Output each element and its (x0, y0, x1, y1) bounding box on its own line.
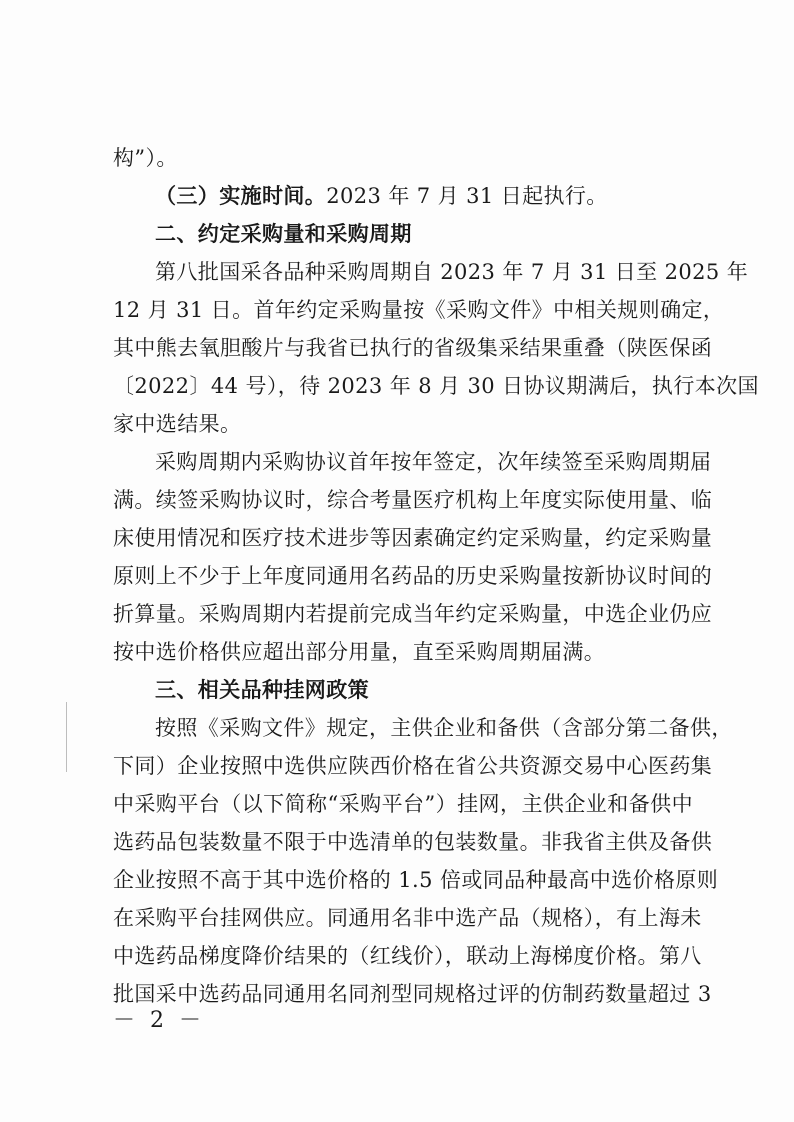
subsection-text: 2023 年 7 月 31 日起执行。 (326, 184, 608, 208)
page-number: － 2 － (113, 1008, 205, 1033)
text-line: 中选药品梯度降价结果的（红线价），联动上海梯度价格。第八 (113, 944, 702, 968)
text-line: 12 月 31 日。首年约定采购量按《采购文件》中相关规则确定， (113, 298, 725, 322)
text-line: 按照《采购文件》规定，主供企业和备供（含部分第二备供， (155, 716, 733, 740)
text-line: 折算量。采购周期内若提前完成当年约定采购量，中选企业仍应 (113, 602, 713, 626)
text-line: 在采购平台挂网供应。同通用名非中选产品（规格），有上海未 (113, 906, 702, 930)
text-line: 选药品包装数量不限于中选清单的包装数量。非我省主供及备供 (113, 830, 713, 854)
text-line: 〔2022〕44 号），待 2023 年 8 月 30 日协议期满后，执行本次国 (113, 374, 759, 398)
subsection-title: （三）实施时间。 (155, 184, 327, 208)
section-heading: 二、约定采购量和采购周期 (155, 222, 412, 246)
text-line: 原则上不少于上年度同通用名药品的历史采购量按新协议时间的 (113, 564, 713, 588)
text-line: 按中选价格供应超出部分用量，直至采购周期届满。 (113, 640, 606, 664)
text-line: 其中熊去氧胆酸片与我省已执行的省级集采结果重叠（陕医保函 (113, 336, 713, 360)
text-line: 第八批国采各品种采购周期自 2023 年 7 月 31 日至 2025 年 (155, 260, 749, 284)
text-line: 批国采中选药品同通用名同剂型同规格过评的仿制药数量超过 3 (113, 982, 712, 1006)
text-line: 床使用情况和医疗技术进步等因素确定约定采购量，约定采购量 (113, 526, 713, 550)
text-line: 家中选结果。 (113, 412, 242, 436)
text-line: 构”）。 (113, 146, 178, 170)
text-line: 下同）企业按照中选供应陕西价格在省公共资源交易中心医药集 (113, 754, 713, 778)
text-line: 满。续签采购协议时，综合考量医疗机构上年度实际使用量、临 (113, 488, 713, 512)
text-line: 采购周期内采购协议首年按年签定，次年续签至采购周期届 (155, 450, 712, 474)
text-line: 中采购平台（以下简称“采购平台”）挂网，主供企业和备供中 (113, 792, 693, 816)
scan-margin-mark (66, 702, 67, 772)
subsection-line (155, 177, 693, 215)
text-line: 企业按照不高于其中选价格的 1.5 倍或同品种最高中选价格原则 (113, 868, 719, 892)
section-heading: 三、相关品种挂网政策 (155, 678, 369, 702)
